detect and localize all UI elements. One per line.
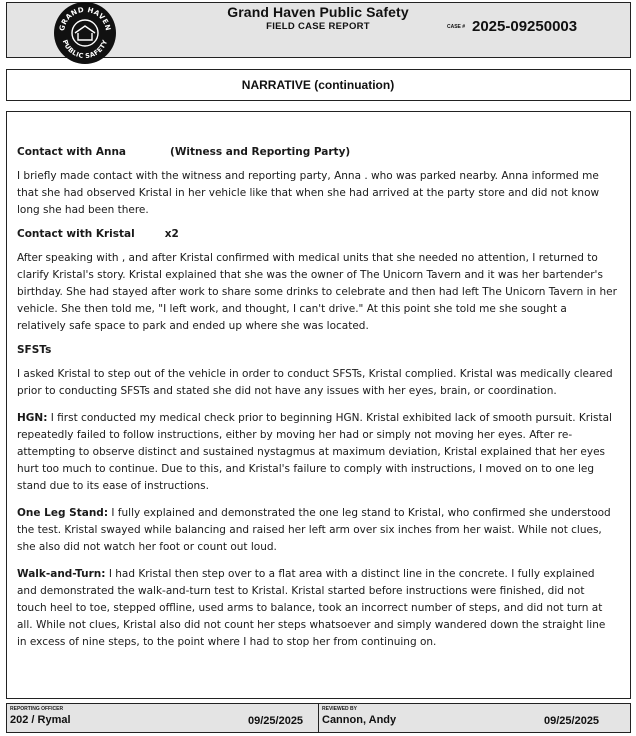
- sfst-paragraph: I asked Kristal to step out of the vehicle in order to conduct SFSTs, Kristal complied. Kristal was medically cleared prior to conducting SFSTs and stated she did not have any issues with her eyes, brain, or coordination.: [17, 368, 613, 397]
- svg-text:GRAND HAVEN: GRAND HAVEN: [58, 5, 113, 32]
- contact-kristal-title: Contact with Kristal: [17, 228, 135, 240]
- contact-anna-role: (Witness and Reporting Party): [170, 146, 351, 158]
- hgn-heading: HGN:: [17, 412, 48, 424]
- section-title: NARRATIVE (continuation): [241, 78, 395, 92]
- form-title: FIELD CASE REPORT: [266, 21, 370, 32]
- case-number: 2025-09250003: [472, 18, 578, 35]
- one-leg-stand-heading: One Leg Stand:: [17, 507, 109, 519]
- svg-text:PUBLIC SAFETY: PUBLIC SAFETY: [60, 38, 110, 61]
- hgn-text: I first conducted my medical check prior to beginning HGN. Kristal exhibited lack of smooth pursuit. Kristal repeatedly failed to follow instructions, either by moving her had or simply not moving her eyes. After re-attempting to observe distinct and sustained nystagmus at maximum deviation, Kristal explained that her eyes hurt too much to continue. Due to this, and Kristal's failure to comply with instructions, I moved on to one leg stand due to its ease of instructions.: [17, 412, 612, 492]
- reviewed-date: 09/25/2025: [544, 715, 600, 727]
- contact-kristal-heading: [17, 226, 617, 243]
- reporting-officer-label: REPORTING OFFICER: [10, 706, 64, 712]
- reviewer-name: Cannon, Andy: [322, 714, 397, 726]
- walk-and-turn-heading: Walk-and-Turn:: [17, 568, 106, 580]
- narrative-content: [17, 144, 617, 651]
- contact-anna-heading: [17, 144, 617, 161]
- contact-kristal-count: x2: [164, 228, 179, 240]
- reporting-date: 09/25/2025: [248, 715, 304, 727]
- contact-anna-paragraph: I briefly made contact with the witness and reporting party, Anna . who was parked nearby. Anna informed me that she had observed Kristal in her vehicle like that when she had arrived at the party store and did not know long she had been there.: [17, 170, 600, 216]
- contact-anna-title: Contact with Anna: [17, 146, 127, 158]
- case-number-label: CASE #: [447, 24, 466, 30]
- hgn-paragraph: [17, 410, 617, 495]
- reviewed-by-label: REVIEWED BY: [322, 706, 358, 712]
- reporting-officer: 202 / Rymal: [10, 714, 71, 726]
- contact-kristal-paragraph: After speaking with , and after Kristal confirmed with medical units that she needed no attention, I returned to clarify Kristal's story. Kristal explained that she was the owner of The Unicorn Tavern and it was her bartender's birthday. She had stayed after work to share some drinks to celebrate and then had left The Unicorn Tavern in her vehicle. She then told me, "I left work, and thought, I can't drive." At this point she told me she sought a relatively safe space to park and ended up where she was located.: [17, 252, 617, 332]
- footer-divider: [318, 703, 319, 733]
- walk-and-turn-paragraph: [17, 566, 617, 651]
- agency-name: Grand Haven Public Safety: [227, 4, 409, 20]
- one-leg-stand-text: I fully explained and demonstrated the one leg stand to Kristal, who confirmed she understood the test. Kristal swayed while balancing and raised her left arm over six inches from her waist. While not clues, she also did not watch her foot or count out loud.: [17, 507, 611, 553]
- one-leg-stand-paragraph: [17, 505, 617, 556]
- sfst-heading: SFSTs: [17, 344, 52, 356]
- walk-and-turn-text: I had Kristal then step over to a flat area with a distinct line in the concrete. I fully explained and demonstrated the walk-and-turn test to Kristal. Kristal started before instructions were finished, did not touch heel to toe, stepped offline, used arms to balance, took an incorrect number of steps, and did not turn at all. While not clues, Kristal also did not count her steps whatsoever and simply wandered down the straight line in excess of nine steps, to the point where I had to stop her from continuing on.: [17, 568, 606, 648]
